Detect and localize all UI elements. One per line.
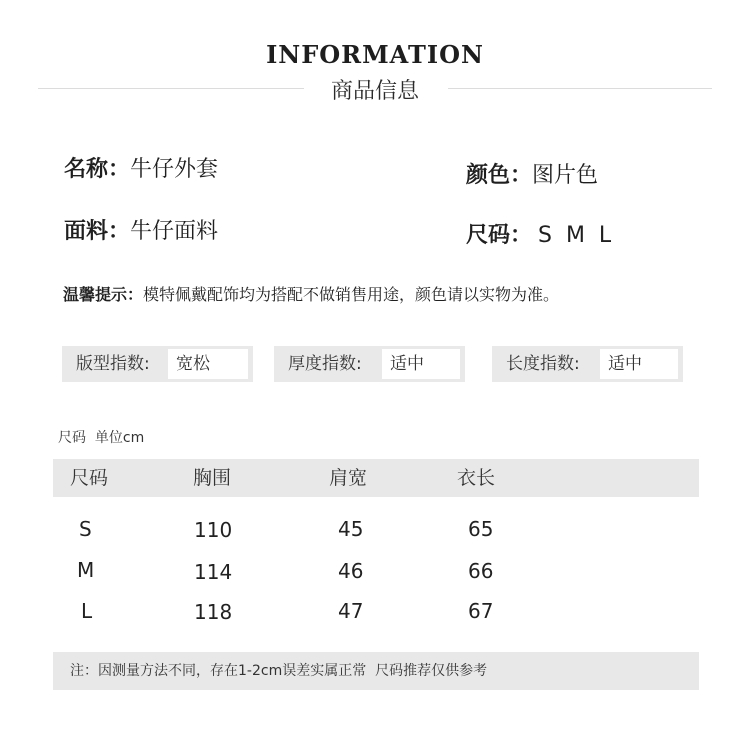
- table-cell: M: [77, 558, 95, 582]
- index-fit-label: 版型指数:: [76, 354, 150, 374]
- page-title: INFORMATION: [266, 40, 484, 69]
- table-cell: 46: [338, 559, 364, 583]
- size-table-header-cell: 肩宽: [329, 467, 368, 489]
- index-length: [492, 346, 683, 382]
- attr-name-key: 名称：: [64, 157, 131, 182]
- index-length-label: 长度指数:: [506, 354, 580, 374]
- table-row: [0, 558, 750, 584]
- warm-tip: [63, 282, 559, 305]
- table-row: [0, 599, 750, 625]
- size-unit-label: 尺码 单位cm: [58, 430, 145, 446]
- measurement-note-text: 注：因测量方法不同，存在1-2cm误差实属正常 尺码推荐仅供参考: [70, 663, 488, 679]
- attr-fabric: [64, 214, 218, 245]
- table-cell: L: [81, 599, 93, 623]
- table-cell: 65: [468, 517, 494, 541]
- attr-fabric-value: 牛仔面料: [130, 219, 219, 244]
- table-cell: 118: [194, 600, 233, 624]
- table-cell: 110: [194, 518, 233, 542]
- size-table-header-cell: 胸围: [193, 467, 232, 489]
- warm-tip-text: 模特佩戴配饰均为搭配不做销售用途，颜色请以实物为准。: [143, 285, 560, 304]
- index-fit-value: 宽松: [168, 349, 248, 379]
- size-table-header-cell: 尺码: [70, 467, 109, 489]
- table-cell: 114: [194, 560, 233, 584]
- warm-tip-key: 温馨提示：: [63, 285, 144, 304]
- attr-fabric-key: 面料：: [64, 219, 131, 244]
- measurement-note: [53, 652, 699, 690]
- attr-color-value: 图片色: [532, 163, 599, 188]
- table-cell: 66: [468, 559, 494, 583]
- index-length-value: 适中: [600, 349, 678, 379]
- table-cell: 67: [468, 599, 494, 623]
- size-table-header: [53, 459, 699, 497]
- size-table-header-cell: 衣长: [457, 467, 496, 489]
- table-row: [0, 517, 750, 543]
- index-thickness-label: 厚度指数:: [288, 354, 362, 374]
- table-cell: S: [79, 517, 92, 541]
- attr-color: [466, 158, 598, 189]
- attr-name-value: 牛仔外套: [130, 157, 219, 182]
- index-thickness: [274, 346, 465, 382]
- page-subtitle: 商品信息: [330, 79, 419, 104]
- index-thickness-value: 适中: [382, 349, 460, 379]
- attr-size: [466, 218, 611, 249]
- attr-size-value: S M L: [538, 223, 612, 248]
- index-fit: [62, 346, 253, 382]
- attr-name: [64, 152, 218, 183]
- attr-color-key: 颜色：: [466, 163, 533, 188]
- table-cell: 45: [338, 517, 364, 541]
- table-cell: 47: [338, 599, 364, 623]
- attr-size-key: 尺码：: [466, 223, 533, 248]
